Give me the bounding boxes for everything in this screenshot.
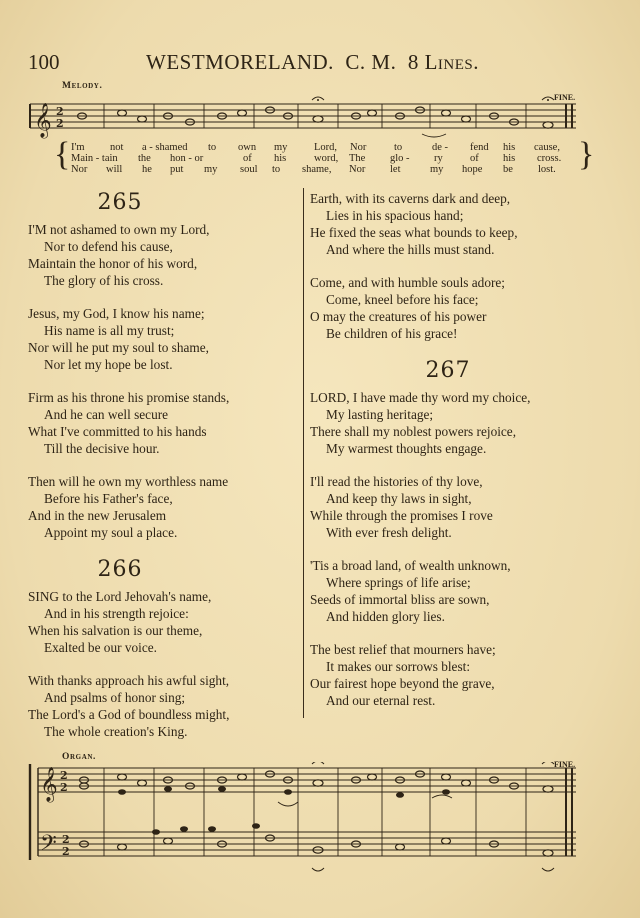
lyric-syllable: his — [274, 153, 287, 164]
lyric-syllable: hon - or — [170, 153, 204, 164]
hymn-265-stanza-2 — [28, 305, 308, 373]
lyric-syllable: put — [170, 164, 184, 175]
lyric-syllable: his — [503, 153, 516, 164]
lyric-row-verse-3 — [60, 164, 570, 176]
hymn-266-stanza-4 — [310, 274, 590, 342]
svg-text:2: 2 — [56, 105, 64, 118]
lyric-syllable: Nor — [350, 142, 367, 153]
verse-line: Earth, with its caverns dark and deep, — [310, 191, 511, 206]
verse-line: Maintain the honor of his word, — [28, 256, 198, 271]
verse-line: Nor will he put my soul to shame, — [28, 340, 209, 355]
lyric-syllable: the — [138, 153, 151, 164]
verse-line: Come, kneel before his face; — [326, 292, 479, 307]
verse-line: I'll read the histories of thy love, — [310, 474, 483, 489]
verse-line: And keep thy laws in sight, — [326, 491, 472, 506]
lyric-syllable: ry — [434, 153, 443, 164]
lyric-syllable: not — [110, 142, 124, 153]
lyric-syllable: fend — [470, 142, 489, 153]
lyric-syllable: to — [208, 142, 217, 153]
tune-title — [146, 50, 479, 75]
svg-text:2: 2 — [60, 769, 68, 782]
verse-line: When his salvation is our theme, — [28, 623, 203, 638]
column-divider — [303, 188, 304, 718]
verse-line: Seeds of immortal bliss are sown, — [310, 592, 490, 607]
verse-line: The whole creation's King. — [44, 724, 188, 739]
lyric-syllable: shame, — [302, 164, 332, 175]
svg-text:2: 2 — [60, 781, 68, 794]
lyric-syllable: word, — [314, 153, 339, 164]
lyric-syllable: let — [390, 164, 401, 175]
melody-staff — [26, 96, 582, 140]
hymn-number-267: 267 — [425, 358, 471, 383]
hymn-266-stanza-3 — [310, 190, 590, 258]
verse-line: He fixed the seas what bounds to keep, — [310, 225, 518, 240]
lyrics-right-brace: } — [578, 136, 595, 173]
lyric-syllable: glo - — [390, 153, 410, 164]
hymn-number-265: 265 — [97, 190, 143, 215]
verse-line: My warmest thoughts engage. — [326, 441, 487, 456]
lyrics-left-brace: { — [54, 136, 71, 173]
lyric-syllable: soul — [240, 164, 258, 175]
lyric-syllable: The — [349, 153, 366, 164]
svg-text:𝄞: 𝄞 — [34, 103, 52, 138]
organ-grand-staff — [26, 762, 582, 882]
verse-line: While through the promises I rove — [310, 508, 493, 523]
verse-line: The glory of his cross. — [44, 273, 164, 288]
verse-line: There shall my noblest powers rejoice, — [310, 424, 517, 439]
melody-fine-label: FINE. — [554, 93, 576, 102]
organ-fine-label: FINE. — [554, 760, 576, 769]
tune-name: WESTMORELAND. — [146, 50, 334, 74]
lyric-syllable: Nor — [71, 164, 88, 175]
lyric-syllable: of — [243, 153, 252, 164]
svg-text:2: 2 — [62, 845, 70, 858]
verse-line: LORD, I have made thy word my choice, — [310, 390, 531, 405]
verse-line: Nor to defend his cause, — [44, 239, 173, 254]
verse-line: Nor let my hope be lost. — [44, 357, 173, 372]
lyric-syllable: de - — [432, 142, 449, 153]
verse-line: The best relief that mourners have; — [310, 642, 496, 657]
lyric-syllable: lost. — [538, 164, 556, 175]
verse-line: His name is all my trust; — [44, 323, 175, 338]
hymn-267-stanza-4 — [310, 641, 590, 709]
verse-line: Be children of his grace! — [326, 326, 458, 341]
svg-text:2: 2 — [56, 117, 64, 130]
svg-text:2: 2 — [62, 833, 70, 846]
svg-text:𝄞: 𝄞 — [40, 767, 58, 802]
verse-line: And in the new Jerusalem — [28, 508, 167, 523]
verse-line: SING to the Lord Jehovah's name, — [28, 589, 212, 604]
verse-line: I'M not ashamed to own my Lord, — [28, 222, 210, 237]
lyric-syllable: cause, — [534, 142, 560, 153]
verse-line: What I've committed to his hands — [28, 424, 207, 439]
verse-line: My lasting heritage; — [326, 407, 434, 422]
hymn-267-stanza-1 — [310, 389, 590, 457]
verse-line: It makes our sorrows blest: — [326, 659, 471, 674]
lyric-syllable: will — [106, 164, 123, 175]
verse-line: Where springs of life arise; — [326, 575, 471, 590]
hymn-266-stanza-2 — [28, 672, 308, 740]
lines-word: Lines. — [424, 50, 480, 74]
verse-line: And where the hills must stand. — [326, 242, 495, 257]
verse-line: And he can well secure — [44, 407, 169, 422]
lyric-syllable: own — [238, 142, 257, 153]
verse-line: Then will he own my worthless name — [28, 474, 229, 489]
verse-line: 'Tis a broad land, of wealth unknown, — [310, 558, 511, 573]
lyric-syllable: Lord, — [314, 142, 338, 153]
hymn-267-stanza-3 — [310, 557, 590, 625]
lyric-syllable: of — [470, 153, 479, 164]
page-number: 100 — [28, 50, 60, 74]
right-column — [310, 190, 590, 725]
lyric-syllable: I'm — [71, 142, 85, 153]
verse-line: Come, and with humble souls adore; — [310, 275, 505, 290]
verse-line: Lies in his spacious hand; — [326, 208, 464, 223]
verse-line: The Lord's a God of boundless might, — [28, 707, 230, 722]
verse-line: With ever fresh delight. — [326, 525, 452, 540]
hymn-265-stanza-1 — [28, 221, 308, 289]
tune-meter: C. M. — [345, 50, 397, 74]
lyric-syllable: my — [274, 142, 288, 153]
verse-line: And hidden glory lies. — [326, 609, 445, 624]
hymn-number-266: 266 — [97, 557, 143, 582]
hymn-267-stanza-2 — [310, 473, 590, 541]
left-column — [28, 190, 308, 756]
verse-line: O may the creatures of his power — [310, 309, 487, 324]
lyric-syllable: to — [272, 164, 281, 175]
verse-line: Jesus, my God, I know his name; — [28, 306, 205, 321]
verse-line: Our fairest hope beyond the grave, — [310, 676, 495, 691]
verse-line: And psalms of honor sing; — [44, 690, 186, 705]
lyric-syllable: his — [503, 142, 516, 153]
verse-line: With thanks approach his awful sight, — [28, 673, 230, 688]
page-header — [28, 50, 588, 78]
verse-line: And in his strength rejoice: — [44, 606, 189, 621]
lyric-syllable: he — [142, 164, 152, 175]
lyric-syllable: hope — [462, 164, 483, 175]
verse-line: Appoint my soul a place. — [44, 525, 178, 540]
lyric-syllable: cross. — [537, 153, 562, 164]
lyric-syllable: Main - tain — [71, 153, 118, 164]
lyric-syllable: be — [503, 164, 513, 175]
verse-line: Before his Father's face, — [44, 491, 173, 506]
lines-count: 8 — [407, 50, 419, 74]
hymn-265-stanza-3 — [28, 389, 308, 457]
melody-label: Melody. — [62, 81, 103, 91]
lyric-syllable: Nor — [349, 164, 366, 175]
verse-line: And our eternal rest. — [326, 693, 436, 708]
lyric-syllable: a - shamed — [142, 142, 188, 153]
hymn-265-stanza-4 — [28, 473, 308, 541]
verse-line: Till the decisive hour. — [44, 441, 160, 456]
organ-label: Organ. — [62, 752, 96, 762]
hymn-266-stanza-1 — [28, 588, 308, 656]
lyric-syllable: to — [394, 142, 403, 153]
verse-line: Exalted be our voice. — [44, 640, 157, 655]
verse-line: Firm as his throne his promise stands, — [28, 390, 230, 405]
svg-text:𝄢: 𝄢 — [40, 831, 57, 861]
lyric-syllable: my — [204, 164, 218, 175]
lyric-syllable: my — [430, 164, 444, 175]
